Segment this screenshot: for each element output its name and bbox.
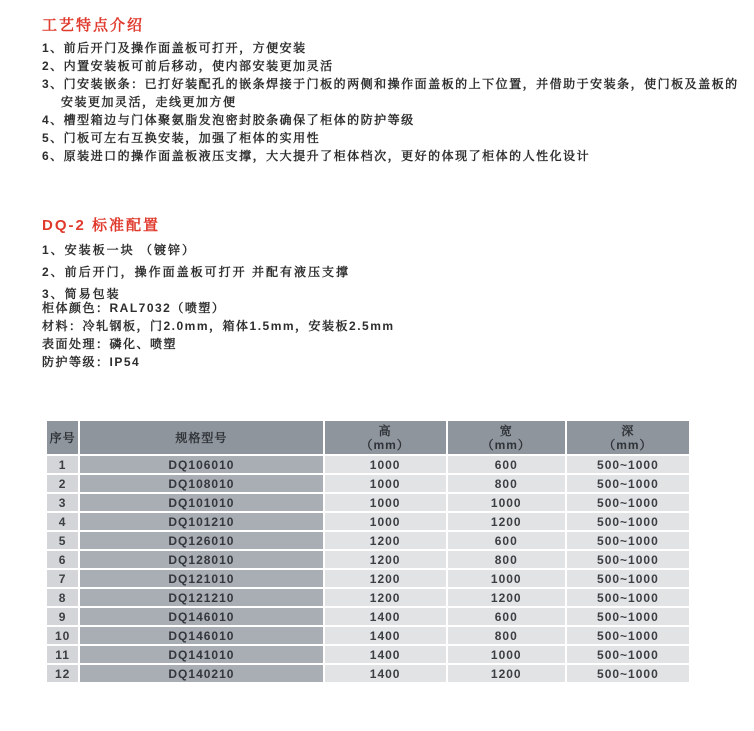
- height-cell: 1200: [325, 532, 446, 549]
- model-cell: DQ128010: [80, 551, 322, 568]
- width-cell: 600: [448, 608, 565, 625]
- spec-line-color: 柜体颜色：RAL7032（喷塑）: [42, 301, 226, 315]
- width-cell: 800: [448, 551, 565, 568]
- row-index-cell: 11: [47, 646, 78, 663]
- col-header-height: [325, 421, 446, 454]
- depth-cell: 500~1000: [567, 589, 689, 606]
- col-header-unit: （mm）: [603, 437, 653, 452]
- list-item: 2、内置安装板可前后移动，使内部安装更加灵活: [42, 59, 334, 73]
- table-row: [47, 532, 689, 549]
- col-header-label: 序号: [49, 430, 76, 445]
- height-cell: 1400: [325, 627, 446, 644]
- model-cell: DQ108010: [80, 475, 322, 492]
- width-cell: 600: [448, 456, 565, 473]
- col-header-unit: （mm）: [481, 437, 531, 452]
- height-cell: 1000: [325, 475, 446, 492]
- model-cell: DQ146010: [80, 627, 322, 644]
- list-item: 4、槽型箱边与门体聚氨脂发泡密封胶条确保了柜体的防护等级: [42, 113, 415, 127]
- height-cell: 1200: [325, 589, 446, 606]
- cabinet-spec-block: [42, 299, 748, 371]
- intro-feature-list: [42, 39, 748, 165]
- row-index-cell: 7: [47, 570, 78, 587]
- spec-line-material: 材料：冷轧钢板，门2.0mm，箱体1.5mm，安装板2.5mm: [42, 319, 395, 333]
- row-index-cell: 3: [47, 494, 78, 511]
- width-cell: 800: [448, 627, 565, 644]
- row-index-cell: 8: [47, 589, 78, 606]
- depth-cell: 500~1000: [567, 665, 689, 682]
- table-row: [47, 513, 689, 530]
- model-cell: DQ106010: [80, 456, 322, 473]
- table-row: [47, 627, 689, 644]
- table-row: [47, 665, 689, 682]
- depth-cell: 500~1000: [567, 608, 689, 625]
- list-item: 5、门板可左右互换安装，加强了柜体的实用性: [42, 131, 321, 145]
- depth-cell: 500~1000: [567, 532, 689, 549]
- model-cell: DQ121010: [80, 570, 322, 587]
- width-cell: 1200: [448, 665, 565, 682]
- standard-config-list: [42, 239, 748, 305]
- height-cell: 1400: [325, 646, 446, 663]
- model-cell: DQ101210: [80, 513, 322, 530]
- model-spec-table: [45, 419, 691, 684]
- table-row: [47, 570, 689, 587]
- col-header-index: [47, 421, 78, 454]
- spec-line-surface: 表面处理：磷化、喷塑: [42, 337, 178, 351]
- table-row: [47, 494, 689, 511]
- col-header-model: [80, 421, 322, 454]
- table-row: [47, 475, 689, 492]
- model-cell: DQ126010: [80, 532, 322, 549]
- height-cell: 1000: [325, 494, 446, 511]
- col-header-label: 规格型号: [175, 430, 228, 445]
- row-index-cell: 10: [47, 627, 78, 644]
- list-item: 3、门安装嵌条：已打好装配孔的嵌条焊接于门板的两侧和操作面盖板的上下位置，并借助于安装条，使门板及盖板的安装更加灵活，走线更加方便: [42, 77, 739, 109]
- table-header-row: [47, 421, 689, 454]
- list-item: 2、前后开门，操作面盖板可打开 并配有液压支撑: [42, 265, 351, 279]
- row-index-cell: 9: [47, 608, 78, 625]
- model-cell: DQ146010: [80, 608, 322, 625]
- height-cell: 1200: [325, 570, 446, 587]
- intro-section-title: 工艺特点介绍: [42, 17, 145, 34]
- width-cell: 1000: [448, 646, 565, 663]
- table-row: [47, 589, 689, 606]
- depth-cell: 500~1000: [567, 646, 689, 663]
- row-index-cell: 5: [47, 532, 78, 549]
- model-cell: DQ141010: [80, 646, 322, 663]
- spec-line-protection: 防护等级：IP54: [42, 355, 141, 369]
- width-cell: 800: [448, 475, 565, 492]
- row-index-cell: 12: [47, 665, 78, 682]
- depth-cell: 500~1000: [567, 475, 689, 492]
- height-cell: 1200: [325, 551, 446, 568]
- table-row: [47, 608, 689, 625]
- depth-cell: 500~1000: [567, 570, 689, 587]
- table-row: [47, 646, 689, 663]
- col-header-width: [448, 421, 565, 454]
- depth-cell: 500~1000: [567, 551, 689, 568]
- col-header-label: 高: [378, 423, 392, 438]
- height-cell: 1000: [325, 513, 446, 530]
- list-item: 1、安装板一块 （镀锌）: [42, 243, 197, 257]
- col-header-label: 深: [621, 423, 635, 438]
- width-cell: 1000: [448, 570, 565, 587]
- col-header-label: 宽: [499, 423, 513, 438]
- col-header-unit: （mm）: [360, 437, 410, 452]
- width-cell: 1000: [448, 494, 565, 511]
- model-cell: DQ140210: [80, 665, 322, 682]
- row-index-cell: 1: [47, 456, 78, 473]
- model-cell: DQ121210: [80, 589, 322, 606]
- width-cell: 600: [448, 532, 565, 549]
- height-cell: 1000: [325, 456, 446, 473]
- col-header-depth: [567, 421, 689, 454]
- width-cell: 1200: [448, 513, 565, 530]
- depth-cell: 500~1000: [567, 627, 689, 644]
- table-row: [47, 456, 689, 473]
- list-item: 6、原装进口的操作面盖板液压支撑，大大提升了柜体档次，更好的体现了柜体的人性化设计: [42, 149, 591, 163]
- config-section-title: DQ-2 标准配置: [42, 217, 161, 234]
- spec-table-body: [47, 456, 689, 682]
- depth-cell: 500~1000: [567, 456, 689, 473]
- height-cell: 1400: [325, 665, 446, 682]
- depth-cell: 500~1000: [567, 513, 689, 530]
- width-cell: 1200: [448, 589, 565, 606]
- list-item: 1、前后开门及操作面盖板可打开，方便安装: [42, 41, 307, 55]
- row-index-cell: 2: [47, 475, 78, 492]
- row-index-cell: 6: [47, 551, 78, 568]
- height-cell: 1400: [325, 608, 446, 625]
- table-row: [47, 551, 689, 568]
- list-item: 3、简易包装: [42, 287, 121, 301]
- depth-cell: 500~1000: [567, 494, 689, 511]
- model-cell: DQ101010: [80, 494, 322, 511]
- row-index-cell: 4: [47, 513, 78, 530]
